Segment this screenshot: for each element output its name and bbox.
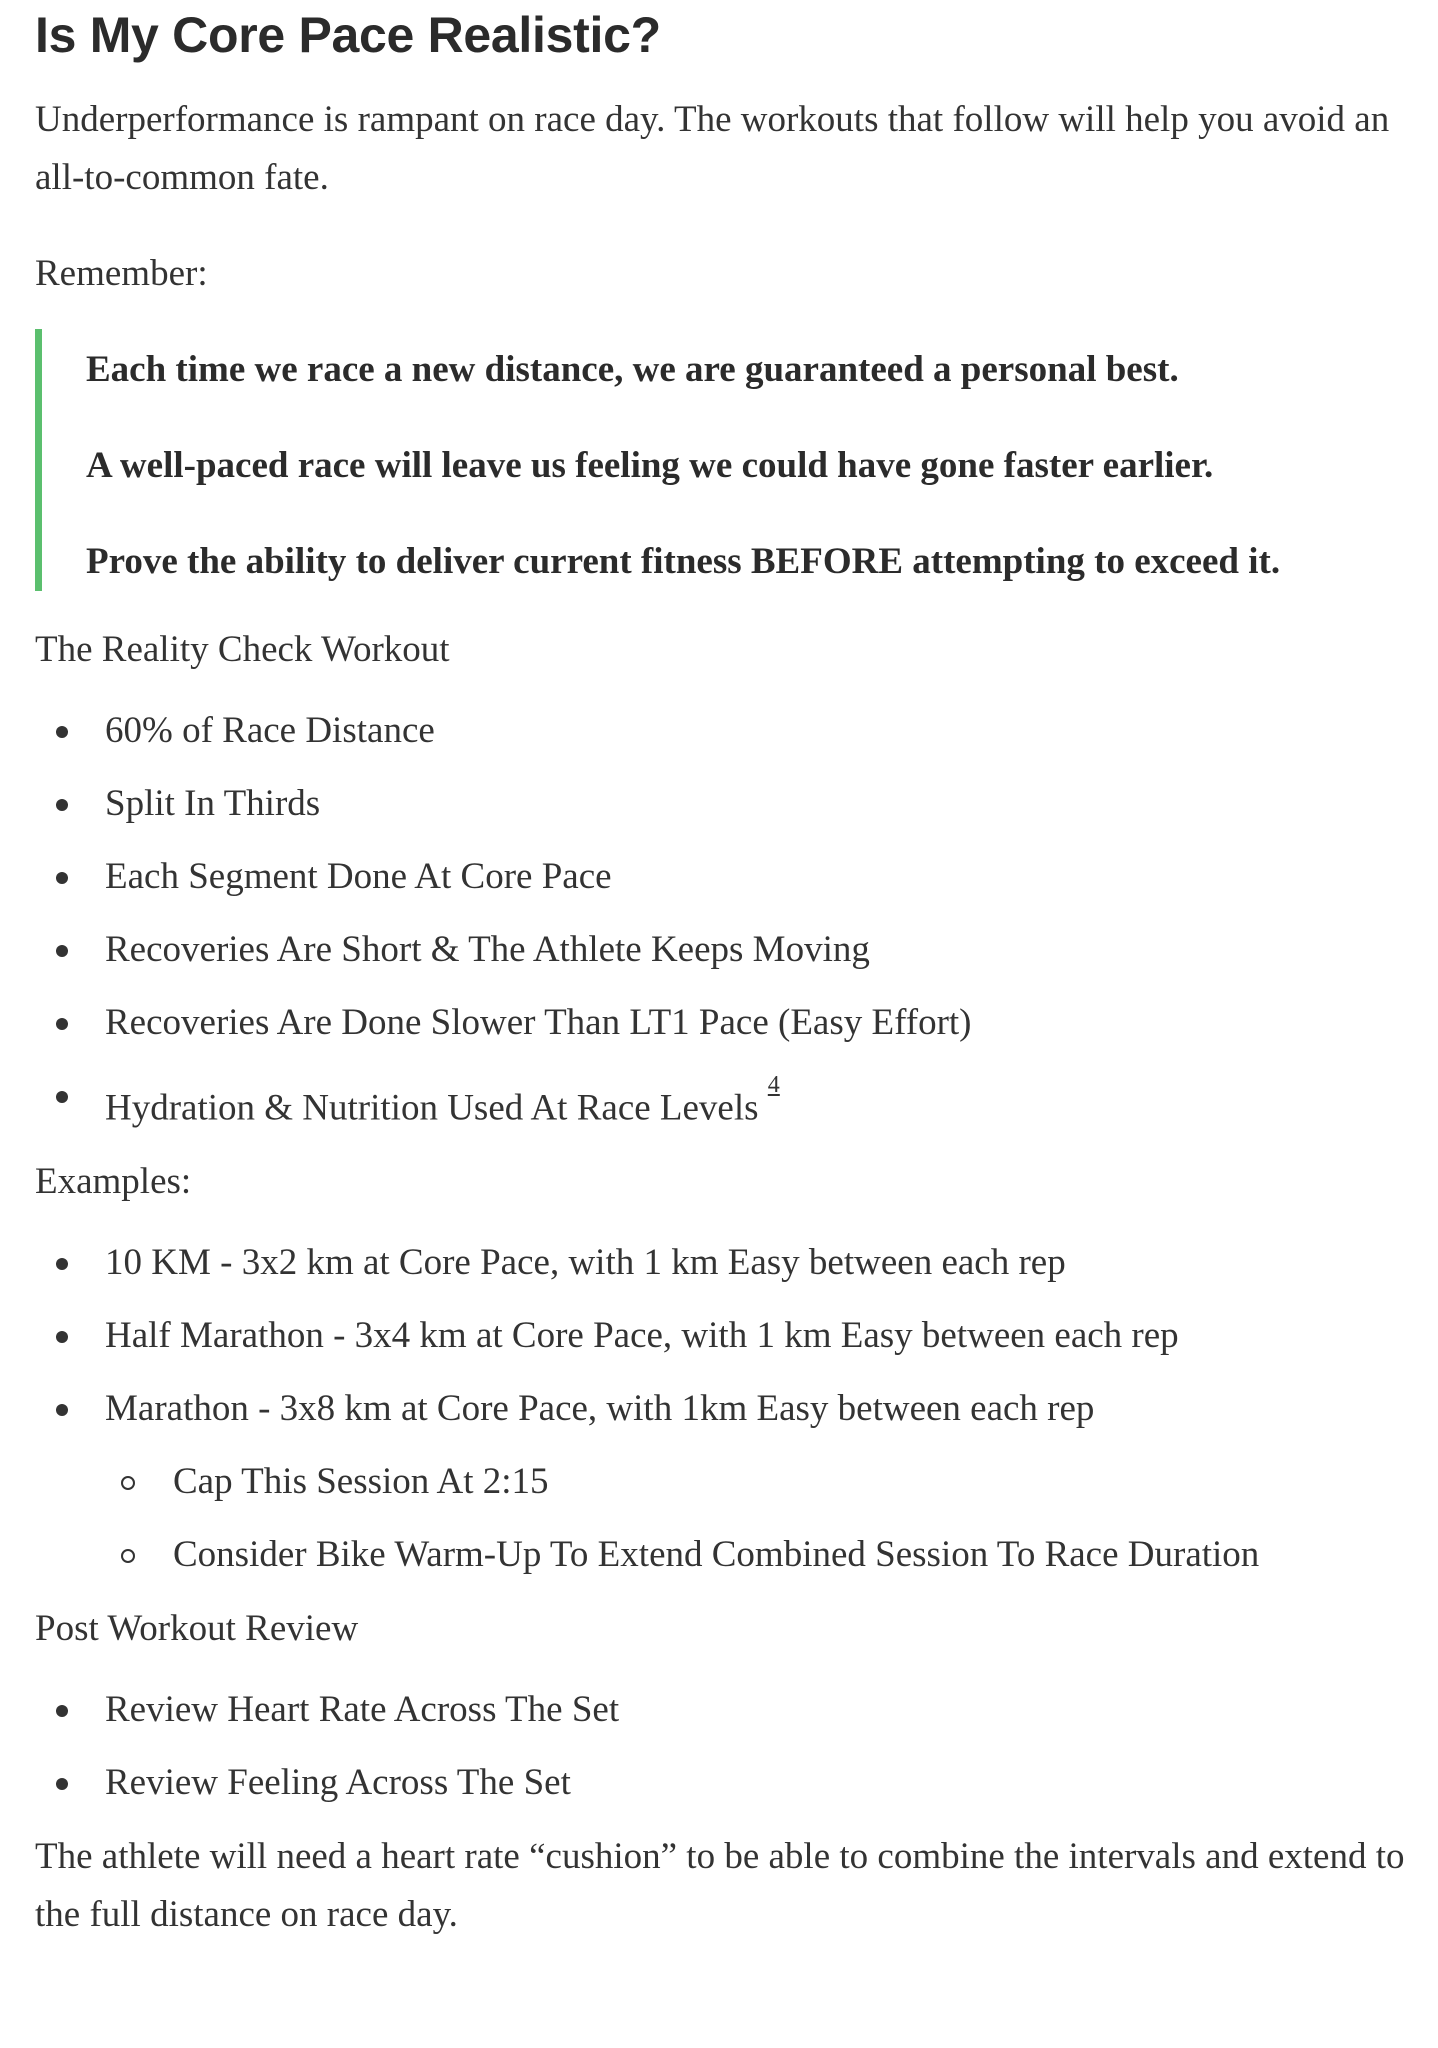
list-item-text: Marathon - 3x8 km at Core Pace, with 1km Easy between each rep [105, 1388, 1095, 1430]
bullet-icon [56, 945, 68, 957]
workout-list [35, 702, 1405, 1137]
quote-line: A well-paced race will leave us feeling we could have gone faster earlier. [86, 445, 1214, 486]
intro-paragraph: Underperformance is rampant on race day. The workouts that follow will help you avoid an all-to-common fate. [35, 99, 1390, 198]
page-title: Is My Core Pace Realistic? [35, 7, 661, 63]
list-item-text: Half Marathon - 3x4 km at Core Pace, with 1 km Easy between each rep [105, 1315, 1179, 1357]
list-item-text: Recoveries Are Done Slower Than LT1 Pace (Easy Effort) [105, 1002, 972, 1043]
list-item [35, 702, 1405, 760]
list-item [35, 994, 1405, 1052]
quote-line: Prove the ability to deliver current fitness BEFORE attempting to exceed it. [86, 541, 1281, 582]
article-content [35, 0, 1405, 1944]
list-item [35, 1754, 1405, 1812]
list-item [35, 1681, 1405, 1739]
hollow-bullet-icon [121, 1476, 135, 1490]
quote-line: Each time we race a new distance, we are guaranteed a personal best. [86, 349, 1179, 390]
review-list [35, 1681, 1405, 1812]
bullet-icon [56, 726, 68, 738]
list-item [35, 1380, 1405, 1584]
list-item-text: Review Feeling Across The Set [105, 1762, 571, 1804]
list-item [35, 848, 1405, 906]
review-title: Post Workout Review [35, 1608, 359, 1650]
list-item-text: Split In Thirds [105, 783, 321, 824]
list-item-text: Review Heart Rate Across The Set [105, 1689, 620, 1731]
list-item [35, 1067, 1405, 1137]
bullet-icon [56, 872, 68, 884]
hollow-bullet-icon [121, 1549, 135, 1563]
list-item-text: Hydration & Nutrition Used At Race Levels [105, 1087, 759, 1129]
bullet-icon [56, 1258, 68, 1270]
bullet-icon [56, 1331, 68, 1343]
list-item [35, 1234, 1405, 1292]
list-item-text: Recoveries Are Short & The Athlete Keeps Moving [105, 929, 870, 970]
examples-list [35, 1234, 1405, 1584]
bullet-icon [56, 1705, 68, 1717]
bullet-icon [56, 1778, 68, 1790]
list-item-text: 10 KM - 3x2 km at Core Pace, with 1 km Easy between each rep [105, 1242, 1066, 1284]
examples-title: Examples: [35, 1161, 192, 1203]
list-item-text: 60% of Race Distance [105, 710, 435, 751]
footnote-ref [767, 1072, 780, 1113]
closing-paragraph: The athlete will need a heart rate “cushion” to be able to combine the intervals and extend to the full distance on race day. [35, 1836, 1405, 1936]
key-principles-quote [35, 329, 1405, 591]
bullet-icon [56, 799, 68, 811]
workout-title: The Reality Check Workout [35, 629, 450, 670]
sub-list-item [97, 1526, 1405, 1584]
marathon-sublist [97, 1453, 1405, 1584]
bullet-icon [56, 1404, 68, 1416]
list-item [35, 775, 1405, 833]
remember-label: Remember: [35, 253, 208, 294]
bullet-icon [56, 1091, 68, 1103]
bullet-icon [56, 1018, 68, 1030]
list-item-text: Each Segment Done At Core Pace [105, 856, 612, 897]
list-item-text: Cap This Session At 2:15 [173, 1461, 549, 1503]
footnote-link[interactable]: 4 [767, 1072, 780, 1098]
list-item [35, 921, 1405, 979]
list-item-text: Consider Bike Warm-Up To Extend Combined Session To Race Duration [173, 1534, 1260, 1576]
sub-list-item [97, 1453, 1405, 1511]
list-item [35, 1307, 1405, 1365]
